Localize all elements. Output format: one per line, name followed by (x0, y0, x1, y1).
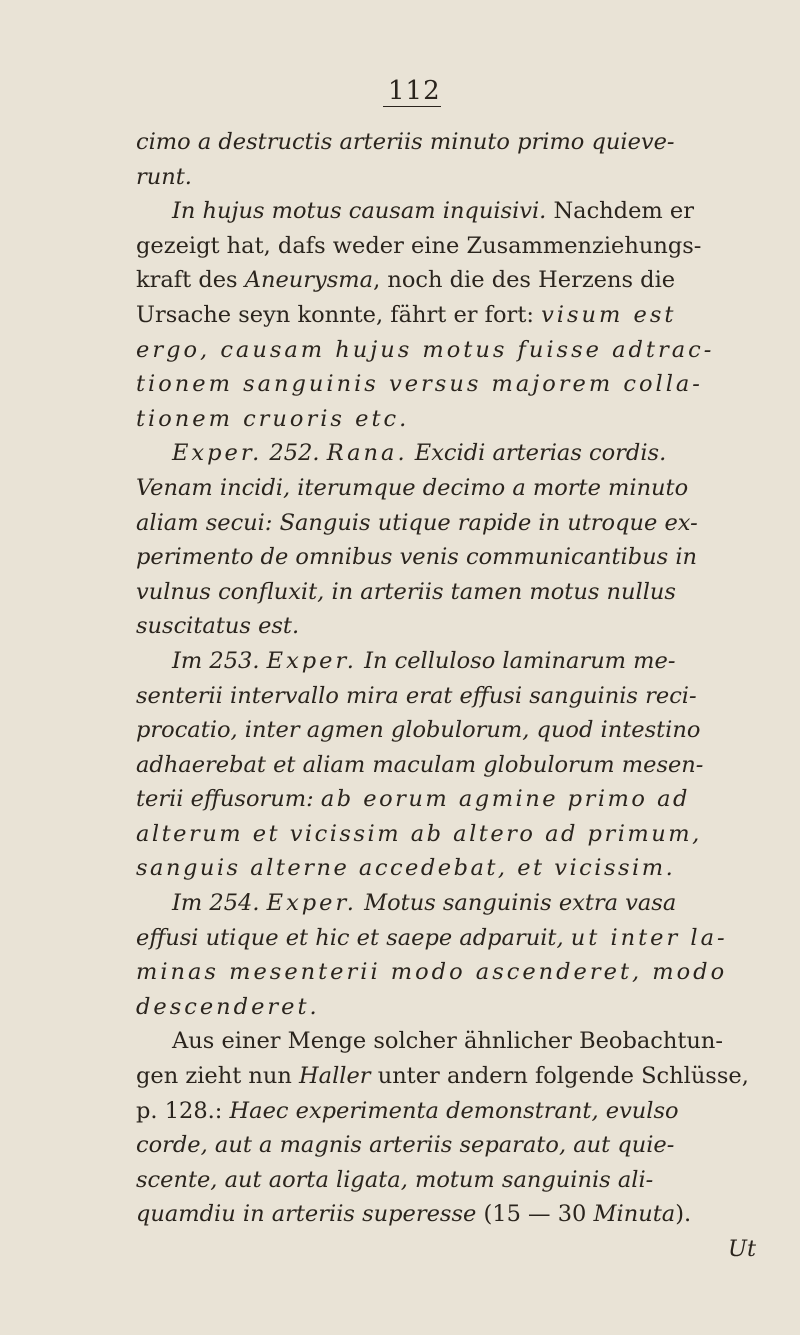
text-line: minas mesenterii modo ascenderet, modo (136, 959, 728, 986)
page-number-rule (383, 106, 441, 107)
text-line: senterii intervallo mira erat effusi sanguinis reci- (136, 682, 697, 709)
text-line: gen zieht nun Haller unter andern folgende Schlüsse, (136, 1063, 749, 1090)
text-line: tionem sanguinis versus majorem colla- (136, 371, 703, 398)
text-line: terii effusorum: ab eorum agmine primo ad (136, 786, 690, 813)
text-line: Exper. 252. Rana. Excidi arterias cordis. (172, 440, 667, 467)
text-line: perimento de omnibus venis communicantibus in (136, 544, 698, 571)
text-line: suscitatus est. (136, 613, 300, 640)
text-line: cimo a destructis arteriis minuto primo quieve- (136, 129, 675, 155)
text-line: adhaerebat et aliam maculam globulorum mesen- (136, 751, 704, 778)
text-line: gezeigt hat, dafs weder eine Zusammenziehungs- (136, 232, 702, 259)
text-line: Im 254. Exper. Motus sanguinis extra vasa (172, 890, 677, 917)
text-line: Im 253. Exper. In celluloso laminarum me- (172, 647, 676, 674)
text-line: aliam secui: Sanguis utique rapide in utroque ex- (136, 509, 698, 536)
text-line: Ursache seyn konnte, fährt er fort: visum est (136, 301, 677, 328)
text-line: ergo, causam hujus motus fuisse adtrac- (136, 336, 715, 363)
text-line: kraft des Aneurysma, noch die des Herzens die (136, 267, 676, 294)
text-line: tionem cruoris etc. (136, 405, 410, 432)
text-line: quamdiu in arteriis superesse (15 — 30 Minuta). (136, 1201, 692, 1228)
text-line: alterum et vicissim ab altero ad primum, (136, 820, 702, 847)
text-line: corde, aut a magnis arteriis separato, aut quie- (136, 1132, 675, 1159)
text-line: effusi utique et hic et saepe adparuit, ut inter la- (136, 924, 728, 951)
text-line: descenderet. (136, 993, 320, 1020)
text-line: Aus einer Menge solcher ähnlicher Beobachtun- (172, 1028, 724, 1055)
text-line: vulnus confluxit, in arteriis tamen motus nullus (136, 578, 676, 605)
body-text (136, 125, 776, 1267)
text-line: In hujus motus causam inquisivi. Nachdem er (172, 198, 694, 225)
text-line: runt. (136, 163, 192, 190)
page-number: 112 (388, 76, 441, 106)
text-line: scente, aut aorta ligata, motum sanguinis ali- (136, 1166, 654, 1193)
text-line: Venam incidi, iterumque decimo a morte minuto (136, 474, 689, 501)
text-line: sanguis alterne accedebat, et vicissim. (136, 855, 676, 882)
text-line: procatio, inter agmen globulorum, quod intestino (136, 717, 701, 744)
text-line: p. 128.: Haec experimenta demonstrant, evulso (136, 1097, 679, 1124)
catchword: Ut (727, 1236, 756, 1262)
